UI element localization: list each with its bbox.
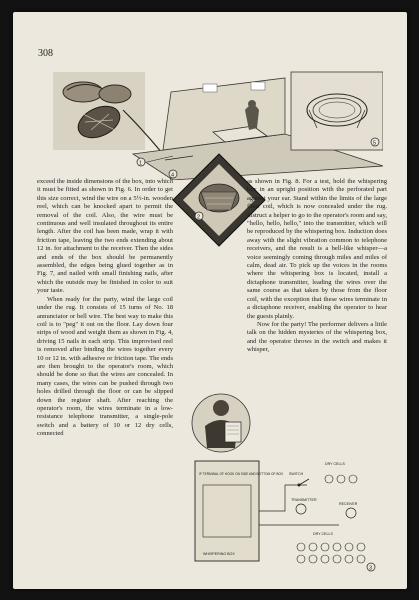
right-paragraph-2: Now for the party! The performer delivers a little talk on the hidden mysteries of the whispering box, and the operator throws in the switch and makes it whisper,: [247, 320, 387, 354]
page-number: 308: [38, 48, 53, 59]
fig-5-label: 5: [373, 140, 377, 147]
diagram-transmitter-label: TRANSMITTER: [291, 498, 317, 502]
fig-4-label: 4: [171, 172, 175, 179]
floor-coil-illustration: [291, 72, 383, 150]
right-column: [247, 178, 387, 355]
diagram-receiver-label: RECEIVER: [339, 502, 358, 506]
diagram-box-label: IF TERMINAL OF HOOK ON SIDE AND BOTTOM OF BOX: [199, 472, 284, 476]
diagram-whispering-box-label: WHISPERING BOX: [203, 552, 235, 556]
man-with-whispering-box-photo: [191, 392, 251, 454]
left-paragraph-2: When ready for the party, wind the large coil under the rug. It consists of 15 turns of No. 18 annunciator or bell wire. The best way to make this coil is to "peg" it out on the floor. Lay down four strips of wood and weight them as shown in Fig. 4, driving 15 nails in each strip. This improvised reel is removed after binding the wires together every 10 or 12 in. with adhesive or friction tape. The ends are then brought to the operator's room, which should be done so that the wires are concealed. In many cases, the wires can be pushed through two holes drilled through the floor or can be slipped down the register shaft. After reaching the operator's room, the wires terminate in a low-resistance telephone transmitter, a single-pole switch and a battery of 10 or 12 dry cells, connected: [37, 295, 173, 438]
hands-winding-coil: [53, 72, 163, 154]
right-paragraph-1: as shown in Fig. 8. For a test, hold the whispering box in an upright position with the perforated part against your ear. Stand within the limits of the large floor coil, which is now concealed under the rug. Instruct a helper to go to the operator's room and say, "hello, hello, hello," into the transmitter, which will be reproduced by the whispering box. Induction does away with the slight vibration common to telephone receivers, and the result is a bell-like whisper—a voice seemingly coming through miles and miles of calm, dead air. To pick up the voices in the rooms where the whispering box is located, install a dictaphone transmitter, leading the wires over the same course as that taken by those from the floor coil, with the exception that these wires terminate in a dictaphone receiver, enabling the operator to hear the guests plainly.: [247, 178, 387, 320]
diagram-switch-label: SWITCH: [289, 472, 304, 476]
fig-3-label: 3: [369, 565, 373, 572]
diagram-dry-cells-top-label: DRY CELLS: [325, 462, 345, 466]
left-paragraph-1: exceed the inside dimensions of the box, into which it must be fitted as shown in Fig. 6. In order to get this size correct, wind the wire on a 5½-in. wooden reel, which can be knocked apart to permit the removal of the coil. Also, the wire must be continuous and well insulated throughout its entire length. After the coil has been made, wrap it with friction tape, leaving the two ends extending about 12 in. for attachment to the receiver. Then the sides and ends of the box should be permanently assembled, the edges being glued together as in Fig. 7, and nailed with small finishing nails, after which the outside may be finished in color to suit your taste.: [37, 178, 173, 295]
magazine-page: [13, 12, 407, 589]
fig-1-label: 1: [139, 160, 143, 167]
coil-inset-illustration: [133, 150, 175, 172]
diagram-dry-cells-bottom-label: DRY CELLS: [313, 532, 333, 536]
fig-2-label: 2: [197, 214, 201, 221]
left-column: [37, 178, 173, 439]
wiring-diagram: [189, 455, 379, 575]
